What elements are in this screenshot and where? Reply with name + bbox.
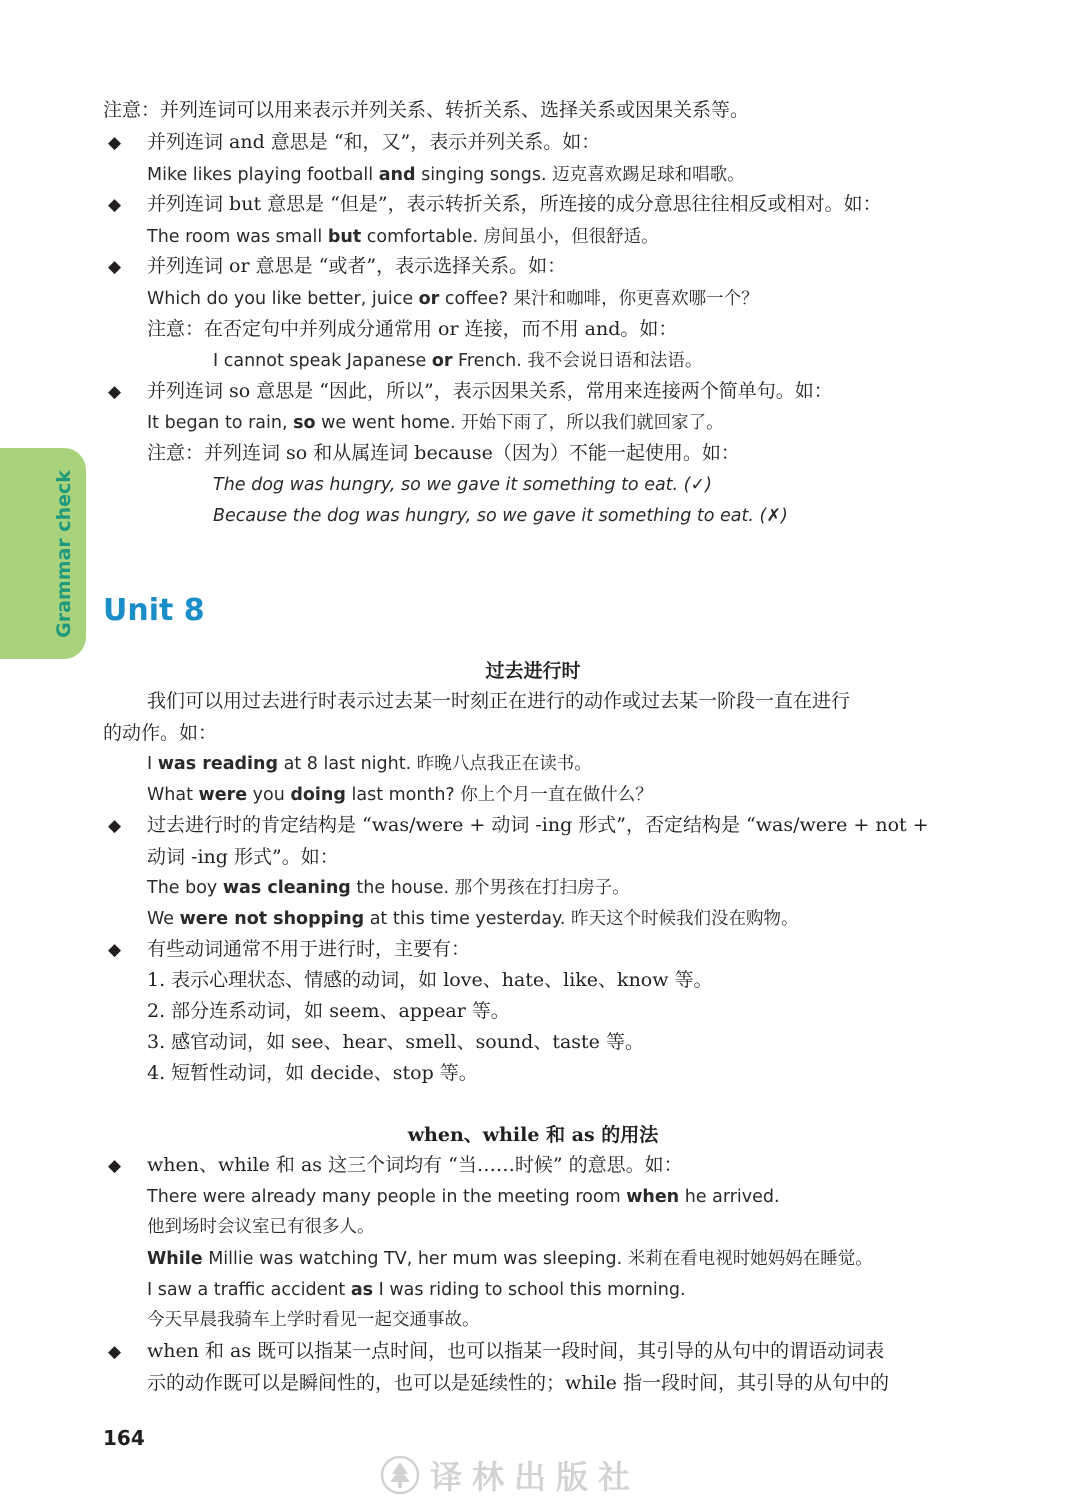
heading-past-continuous: 过去进行时 (485, 660, 581, 682)
example-so-correct: The dog was hungry, so we gave it something to eat. (✓) (213, 475, 712, 495)
list-item: 4. 短暂性动词，如 decide、stop 等。 (147, 1062, 478, 1084)
bullet-diamond-icon: ◆ (108, 257, 122, 277)
example-was-cleaning: The boy was cleaning the house. 那个男孩在打扫房子。 (147, 878, 630, 898)
bullet-structure-line-1: 过去进行时的肯定结构是 “was/were + 动词 -ing 形式”，否定结构是 “was/were + not + (147, 814, 929, 836)
bullet-usage-line-2: 示的动作既可以是瞬间性的，也可以是延续性的；while 指一段时间，其引导的从句中的 (147, 1372, 889, 1394)
bullet-so: 并列连词 so 意思是 “因此，所以”，表示因果关系，常用来连接两个简单句。如： (147, 380, 833, 402)
example-or-2: I cannot speak Japanese or French. 我不会说日语和法语。 (213, 351, 703, 371)
bullet-structure-line-2: 动词 -ing 形式”。如： (147, 846, 339, 868)
example-while: While Millie was watching TV, her mum was sleeping. 米莉在看电视时她妈妈在睡觉。 (147, 1249, 873, 1269)
bullet-or: 并列连词 or 意思是 “或者”，表示选择关系。如： (147, 255, 567, 277)
note-or: 注意：在否定句中并列成分通常用 or 连接，而不用 and。如： (147, 318, 678, 340)
example-as-translation: 今天早晨我骑车上学时看见一起交通事故。 (147, 1310, 480, 1330)
example-but: The room was small but comfortable. 房间虽小，但很舒适。 (147, 227, 659, 247)
example-or: Which do you like better, juice or coffee? 果汁和咖啡，你更喜欢哪一个？ (147, 289, 759, 309)
publisher-name: 译林出版社 (430, 1458, 641, 1496)
bullet-diamond-icon: ◆ (108, 1156, 122, 1176)
side-tab-label: Grammar check (53, 470, 75, 638)
list-item: 3. 感官动词，如 see、hear、smell、sound、taste 等。 (147, 1031, 644, 1053)
publisher-watermark (380, 1452, 700, 1498)
list-item: 2. 部分连系动词，如 seem、appear 等。 (147, 1000, 510, 1022)
list-item: 1. 表示心理状态、情感的动词，如 love、hate、like、know 等。 (147, 969, 713, 991)
intro-line-2: 的动作。如： (103, 722, 218, 744)
bullet-diamond-icon: ◆ (108, 1342, 122, 1362)
bullet-diamond-icon: ◆ (108, 195, 122, 215)
example-was-reading: I was reading at 8 last night. 昨晚八点我正在读书。 (147, 754, 592, 774)
bullet-meaning: when、while 和 as 这三个词均有 “当……时候” 的意思。如： (147, 1154, 683, 1176)
bullet-diamond-icon: ◆ (108, 382, 122, 402)
bullet-diamond-icon: ◆ (108, 940, 122, 960)
check-mark-icon: ✓ (690, 475, 706, 495)
example-and: Mike likes playing football and singing songs. 迈克喜欢踢足球和唱歌。 (147, 165, 745, 185)
bullet-diamond-icon: ◆ (108, 133, 122, 153)
example-were-doing: What were you doing last month? 你上个月一直在做什么？ (147, 785, 653, 805)
example-when: There were already many people in the meeting room when he arrived. (147, 1187, 780, 1207)
bullet-not-used: 有些动词通常不用于进行时，主要有： (147, 938, 471, 960)
cross-mark-icon: ✗ (766, 506, 781, 526)
heading-when-while-as: when、while 和 as 的用法 (407, 1124, 659, 1146)
bullet-and: 并列连词 and 意思是 “和，又”，表示并列关系。如： (147, 131, 601, 153)
note-conjunctions: 注意：并列连词可以用来表示并列关系、转折关系、选择关系或因果关系等。 (103, 99, 750, 121)
example-so-incorrect: Because the dog was hungry, so we gave it something to eat. (✗) (213, 506, 788, 526)
bullet-usage-line-1: when 和 as 既可以指某一点时间，也可以指某一段时间，其引导的从句中的谓语动词表 (147, 1340, 885, 1362)
intro-line-1: 我们可以用过去进行时表示过去某一时刻正在进行的动作或过去某一阶段一直在进行 (147, 690, 851, 712)
example-as: I saw a traffic accident as I was riding to school this morning. (147, 1280, 686, 1300)
example-when-translation: 他到场时会议室已有很多人。 (147, 1217, 375, 1237)
bullet-but: 并列连词 but 意思是 “但是”，表示转折关系，所连接的成分意思往往相反或相对。如： (147, 193, 882, 215)
note-so: 注意：并列连词 so 和从属连词 because（因为）不能一起使用。如： (147, 442, 740, 464)
example-so: It began to rain, so we went home. 开始下雨了，所以我们就回家了。 (147, 413, 724, 433)
page-number: 164 (103, 1426, 145, 1450)
example-were-not-shopping: We were not shopping at this time yesterday. 昨天这个时候我们没在购物。 (147, 909, 799, 929)
bullet-diamond-icon: ◆ (108, 816, 122, 836)
unit-title: Unit 8 (103, 593, 205, 628)
publisher-logo-icon (380, 1455, 420, 1495)
